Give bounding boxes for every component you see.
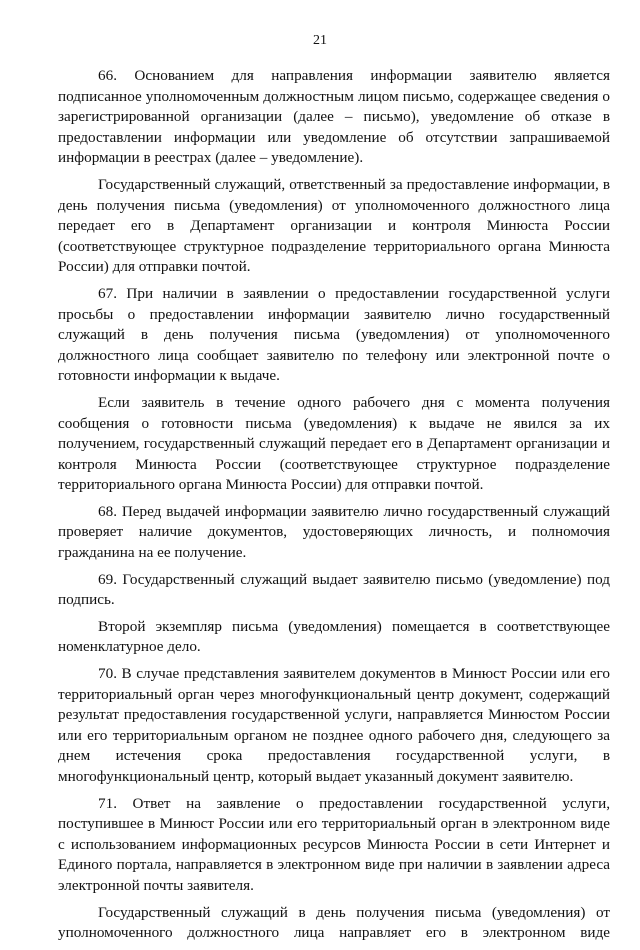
paragraph-66-continuation: Государственный служащий, ответственный за предоставление информации, в день получения письма (уведомления) от уполномоченного должностного лица передает его в Департамент организации и контроля Минюста России (соответствующее структурное подразделение территориального органа Минюста России) для отправки почтой. [58, 175, 610, 276]
paragraph-71: 71. Ответ на заявление о предоставлении государственной услуги, поступившее в Минюст России или его территориальный орган в электронном виде с использованием информационных ресурсов Минюста России в сети Интернет и Единого портала, направляется в электронном виде при наличии в заявлении адреса электронной почты заявителя. [58, 794, 610, 894]
paragraph-71-continuation: Государственный служащий в день получения письма (уведомления) от уполномоченного должностного лица направляет его в электронном виде [58, 903, 610, 942]
paragraph-70: 70. В случае представления заявителем документов в Минюст России или его территориальный орган через многофункциональный центр документ, содержащий результат предоставления государственной услуги, направляется Минюстом России или его территориальным органом не позднее одного рабочего дня, следующего за днем истечения срока предоставления государственной услуги, в многофункциональный центр, который выдает указанный документ заявителю. [58, 665, 610, 785]
page-number: 21 [313, 33, 327, 48]
paragraph-67: 67. При наличии в заявлении о предоставлении государственной услуги просьбы о предоставлении информации заявителю лично государственный служащий в день получения письма (уведомления) от уполномоченного должностного лица сообщает заявителю по телефону или электронной почте о готовности информации к выдаче. [58, 284, 610, 385]
paragraph-67-continuation: Если заявитель в течение одного рабочего дня с момента получения сообщения о готовности письма (уведомления) к выдаче не явился за их получением, государственный служащий передает его в Департамент организации и контроля Минюста России (соответствующее структурное подразделение территориального органа Минюста России) для отправки почтой. [58, 393, 610, 494]
paragraph-69-continuation: Второй экземпляр письма (уведомления) помещается в соответствующее номенклатурное дело. [58, 617, 610, 656]
paragraph-66: 66. Основанием для направления информации заявителю является подписанное уполномоченным должностным лицом письмо, содержащее сведения о зарегистрированной организации (далее – письмо), уведомление об отказе в предоставлении информации или уведомление об отсутствии запрашиваемой информации в реестрах (далее – уведомление). [58, 67, 610, 167]
paragraph-69: 69. Государственный служащий выдает заявителю письмо (уведомление) под подпись. [58, 570, 610, 609]
document-body [58, 66, 610, 950]
paragraph-68: 68. Перед выдачей информации заявителю лично государственный служащий проверяет наличие документов, удостоверяющих личность, и полномочия гражданина на ее получение. [58, 502, 610, 562]
